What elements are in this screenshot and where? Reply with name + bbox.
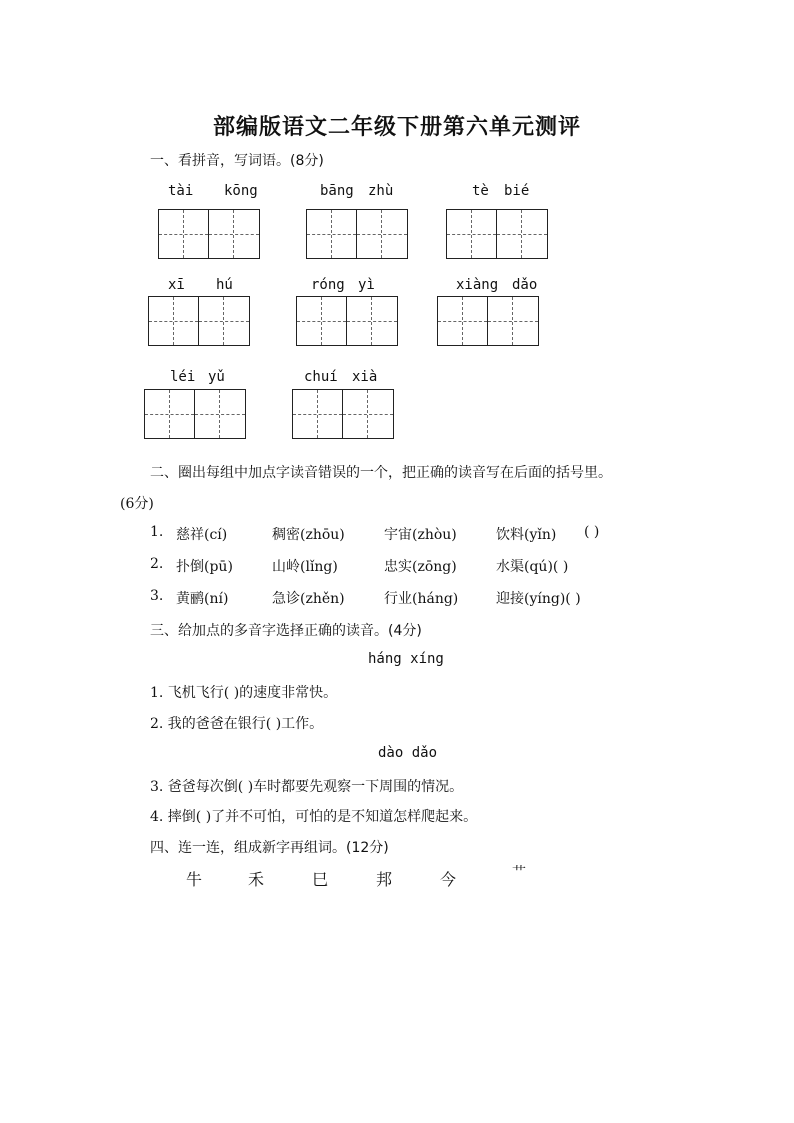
s2-option: 忠实(zōng) — [384, 559, 457, 575]
pinyin: kōng — [224, 183, 258, 199]
pinyin-options: háng xíng — [368, 651, 444, 667]
writing-grid[interactable] — [148, 296, 250, 346]
s2-option: 稠密(zhōu) — [272, 527, 345, 543]
component-char[interactable]: 禾 — [248, 870, 265, 889]
writing-grid[interactable] — [292, 389, 394, 439]
s2-option: 宇宙(zhòu) — [384, 527, 457, 543]
pinyin: bié — [504, 183, 530, 199]
component-char[interactable]: 今 — [440, 870, 457, 889]
pinyin: hú — [216, 277, 233, 293]
s2-option: 黄鹂(ní) — [176, 591, 229, 607]
writing-grid[interactable] — [296, 296, 398, 346]
s2-option[interactable]: 水渠(qú)( ) — [496, 559, 569, 575]
s2-option: 慈祥(cí) — [176, 527, 228, 543]
section-3-heading: 三、给加点的多音字选择正确的读音。(4分) — [150, 623, 422, 639]
s2-option: 扑倒(pū) — [176, 559, 233, 575]
pinyin: zhù — [368, 183, 394, 199]
section-2-heading: 二、圈出每组中加点字读音错误的一个，把正确的读音写在后面的括号里。 — [150, 465, 612, 481]
section-1-heading: 一、看拼音，写词语。(8分) — [150, 153, 324, 169]
pinyin: xiàng — [456, 277, 499, 293]
component-char[interactable]: 牛 — [186, 870, 203, 889]
s2-option: 急诊(zhěn) — [272, 591, 345, 607]
section-4-heading: 四、连一连，组成新字再组词。(12分) — [150, 840, 389, 856]
pinyin: róng — [311, 277, 345, 293]
pinyin: yì — [358, 277, 375, 293]
section-2-points: (6分) — [120, 496, 154, 512]
writing-grid[interactable] — [446, 209, 548, 259]
writing-grid[interactable] — [306, 209, 408, 259]
s2-option: 山岭(lǐng) — [272, 559, 338, 575]
pinyin: xià — [352, 369, 378, 385]
page-title: 部编版语文二年级下册第六单元测评 — [212, 114, 581, 140]
s2-row-number: 1. — [150, 524, 164, 540]
s3-question[interactable]: 3. 爸爸每次倒( )车时都要先观察一下周围的情况。 — [150, 779, 464, 795]
writing-grid[interactable] — [437, 296, 539, 346]
answer-blank[interactable]: ( ) — [584, 524, 600, 540]
pinyin: tè — [472, 183, 489, 199]
s3-question[interactable]: 1. 飞机飞行( )的速度非常快。 — [150, 685, 338, 701]
pinyin-options: dào dǎo — [378, 745, 438, 761]
pinyin: yǔ — [208, 369, 225, 385]
component-char[interactable]: 巳 — [312, 870, 329, 889]
writing-grid[interactable] — [158, 209, 260, 259]
component-char[interactable]: 艹 — [512, 865, 526, 881]
s2-row-number: 3. — [150, 588, 164, 604]
s2-option: 饮料(yǐn) — [496, 527, 557, 543]
s2-option: 行业(háng) — [384, 591, 459, 607]
s3-question[interactable]: 4. 摔倒( )了并不可怕，可怕的是不知道怎样爬起来。 — [150, 809, 478, 825]
pinyin: tài — [168, 183, 194, 199]
pinyin: dǎo — [512, 277, 538, 293]
s2-row-number: 2. — [150, 556, 164, 572]
s2-option[interactable]: 迎接(yíng)( ) — [496, 591, 581, 607]
pinyin: bāng — [320, 183, 354, 199]
pinyin: léi — [170, 369, 196, 385]
s3-question[interactable]: 2. 我的爸爸在银行( )工作。 — [150, 716, 324, 732]
pinyin: xī — [168, 277, 185, 293]
writing-grid[interactable] — [144, 389, 246, 439]
component-char[interactable]: 邦 — [376, 870, 393, 889]
pinyin: chuí — [304, 369, 338, 385]
